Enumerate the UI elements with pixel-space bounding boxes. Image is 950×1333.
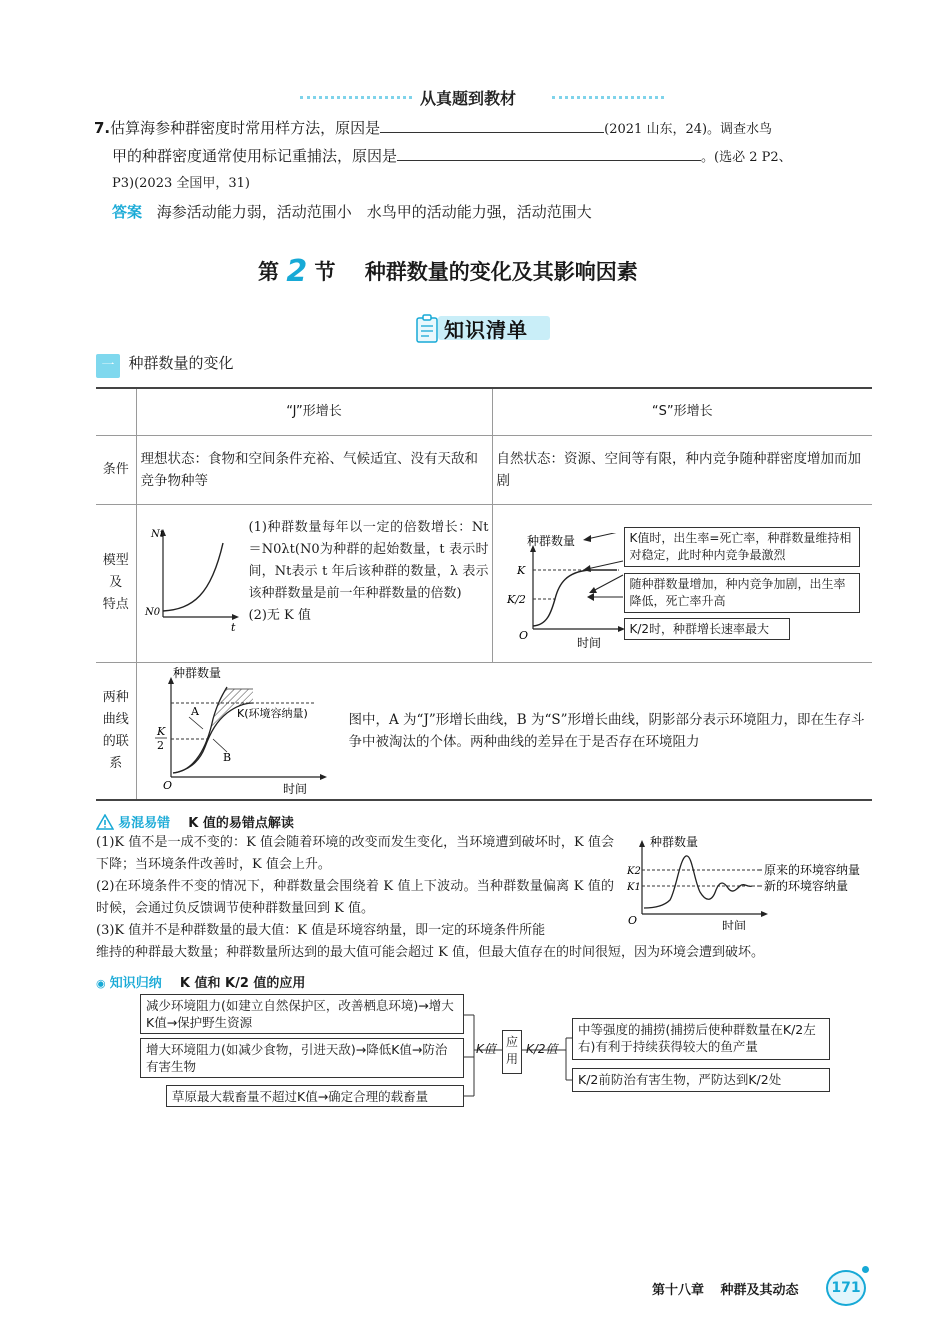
ab-b-label: B <box>222 750 231 764</box>
footer-chapter <box>652 1279 799 1298</box>
question-number: 7. <box>94 119 111 137</box>
kgraph-note-k2: 原来的环境容纳量 <box>764 863 861 877</box>
question-text-1: 估算海参种群密度时常用样方法，原因是 <box>110 119 381 137</box>
row-label-relation-3: 的联 <box>102 733 129 749</box>
mistake-p3a: (3)K 值并不是种群数量的最大值：K 值是环境容纳量，即一定的环境条件所能 <box>96 923 546 938</box>
page-number-badge <box>826 1270 866 1306</box>
s-k-label: K <box>516 563 525 577</box>
answer-blank-2[interactable] <box>397 144 701 161</box>
kgraph-origin: O <box>628 914 638 927</box>
footer-chapter-number: 第十八章 <box>652 1283 705 1298</box>
summary-k2-label: K/2值 <box>526 1042 558 1056</box>
row-label-relation <box>96 662 136 800</box>
summary-box-pest: K/2前防治有害生物，严防达到K/2处 <box>572 1068 830 1092</box>
warning-icon <box>96 814 114 830</box>
answer-line <box>112 200 592 224</box>
table-corner <box>96 388 136 435</box>
mistake-p3b: 维持的种群最大数量；种群数量所达到的最大值可能会超过 K 值，但最大值存在的时间很短，因为环境会遭到破坏。 <box>96 945 764 960</box>
mistake-label: 易混易错 <box>118 816 171 831</box>
condition-j: 理想状态：食物和空间条件充裕、气候适宜、没有天敌和竞争物种等 <box>136 435 492 504</box>
banner-title: 知识清单 <box>444 318 528 342</box>
section-title <box>258 254 638 289</box>
condition-s: 自然状态：资源、空间等有限，种内竞争随种群密度增加而加剧 <box>492 435 872 504</box>
row-label-model <box>96 504 136 662</box>
row-label-condition: 条件 <box>96 435 136 504</box>
mistake-p1: (1)K 值不是一成不变的：K 值会随着环境的改变而发生变化，当环境遭到破坏时，K 值会下降；当环境条件改善时，K 值会上升。 <box>96 835 614 872</box>
summary-label: 知识归纳 <box>109 976 162 991</box>
model-j-text-1: (1)种群数量每年以一定的倍数增长：Nt＝N0λt(N0为种群的起始数量，t 表示时间，Nt表示 t 年后该种群的数量，λ 表示该种群数量是前一年种群数量的倍数) <box>248 519 489 601</box>
summary-box-grassland: 草原最大载畜量不超过K值→确定合理的载畜量 <box>166 1085 464 1107</box>
section-name: 种群数量的变化及其影响因素 <box>364 260 638 284</box>
ab-k-frac-top: K <box>156 724 165 738</box>
subsection-heading <box>96 352 233 378</box>
table-header-j: “J”形增长 <box>136 388 492 435</box>
summary-center: 应用 <box>502 1030 522 1074</box>
j-curve-graph <box>143 525 243 637</box>
mistake-title: K 值的易错点解读 <box>188 816 294 831</box>
summary-box-reduce: 减少环境阻力(如建立自然保护区，改善栖息环境)→增大K值→保护野生资源 <box>140 994 464 1034</box>
section-prefix: 第 <box>258 260 279 284</box>
model-j-cell <box>136 504 492 662</box>
answer-label: 答案 <box>112 203 143 221</box>
subsection-title: 种群数量的变化 <box>128 354 234 372</box>
question-source-3: P3)(2023 全国甲，31) <box>112 176 250 191</box>
kgraph-x-label: 时间 <box>722 919 747 930</box>
section-suffix: 节 <box>314 260 336 284</box>
ab-origin-label: O <box>162 778 172 792</box>
kgraph-y-label: 种群数量 <box>650 835 699 849</box>
row-label-relation-1: 两种 <box>102 689 129 705</box>
k-change-graph <box>624 830 874 930</box>
row-label-model-2: 及 <box>109 575 123 590</box>
row-label-model-3: 特点 <box>102 597 129 612</box>
j-origin-label: N0 <box>144 606 160 618</box>
footer-chapter-title: 种群及其动态 <box>720 1283 799 1298</box>
page-number: 171 <box>831 1280 861 1296</box>
summary-box-increase: 增大环境阻力(如减少食物，引进天敌)→降低K值→防治有害生物 <box>140 1038 464 1078</box>
section-number: 2 <box>286 254 308 289</box>
header-title: 从真题到教材 <box>420 89 517 108</box>
subsection-badge: 一 <box>96 354 120 378</box>
s-note-k2: K/2时，种群增长速率最大 <box>624 618 790 640</box>
table-header-s: “S”形增长 <box>492 388 872 435</box>
header-dots-left <box>300 96 412 99</box>
header-dots-right <box>552 96 664 99</box>
s-k2-label: K/2 <box>506 592 526 606</box>
banner <box>414 312 552 344</box>
question-text-2: 甲的种群密度通常使用标记重捕法，原因是 <box>112 147 398 165</box>
answer-blank-1[interactable] <box>380 116 604 133</box>
summary-box-fishing: 中等强度的捕捞(捕捞后使种群数量在K/2左右)有利于持续获得较大的鱼产量 <box>572 1018 830 1060</box>
relation-text: 图中，A 为“J”形增长曲线，B 为“S”形增长曲线，阴影部分表示环境阻力，即在生存斗争中被淘汰的个体。两种曲线的差异在于是否存在环境阻力 <box>348 711 865 750</box>
kgraph-k2: K2 <box>627 866 641 877</box>
model-j-text <box>249 517 489 627</box>
answer-text: 海参活动能力弱，活动范围小 水鸟甲的活动能力强，活动范围大 <box>156 203 592 221</box>
row-label-relation-4: 系 <box>109 755 123 771</box>
kgraph-k1: K1 <box>627 882 641 893</box>
ab-k-frac-bottom: 2 <box>156 738 164 752</box>
relation-cell <box>136 662 872 800</box>
question-source-1: (2021 山东，24)。调查水鸟 <box>604 122 773 137</box>
ab-a-label: A <box>190 704 199 718</box>
mistake-heading <box>96 812 294 831</box>
kgraph-note-k1: 新的环境容纳量 <box>764 879 849 893</box>
j-x-label: t <box>230 620 235 634</box>
ab-y-label: 种群数量 <box>172 666 221 680</box>
mistake-p2: (2)在环境条件不变的情况下，种群数量会围绕着 K 值上下波动。当种群数量偏离 K 值的时候，会通过负反馈调节使种群数量回到 K 值。 <box>96 879 614 916</box>
question-source-2: 。(选必 2 P2、 <box>701 150 792 165</box>
target-icon: ◉ <box>96 977 106 990</box>
s-note-growth: 随种群数量增加，种内竞争加剧，出生率降低，死亡率升高 <box>624 573 860 613</box>
ab-curve-graph <box>143 667 343 799</box>
s-y-label: 种群数量 <box>526 533 575 548</box>
summary-title: K 值和 K/2 值的应用 <box>179 976 306 991</box>
s-note-k: K值时，出生率=死亡率，种群数量维持相对稳定，此时种内竞争最激烈 <box>624 527 860 567</box>
row-label-model-1: 模型 <box>102 553 129 568</box>
page-dot <box>862 1266 869 1273</box>
ab-k-label: K(环境容纳量) <box>236 706 308 720</box>
comparison-table <box>96 387 872 801</box>
question-line-1 <box>94 116 884 142</box>
question-line-2 <box>112 144 892 170</box>
s-x-label: 时间 <box>576 635 601 650</box>
summary-heading <box>96 972 305 991</box>
ab-x-label: 时间 <box>282 781 307 796</box>
row-label-relation-2: 曲线 <box>102 711 129 727</box>
j-y-label: Nt <box>150 528 164 540</box>
model-s-cell <box>492 504 872 662</box>
summary-k-label: K值 <box>476 1042 496 1056</box>
s-origin-label: O <box>518 628 528 642</box>
model-j-text-2: (2)无 K 值 <box>248 607 311 623</box>
